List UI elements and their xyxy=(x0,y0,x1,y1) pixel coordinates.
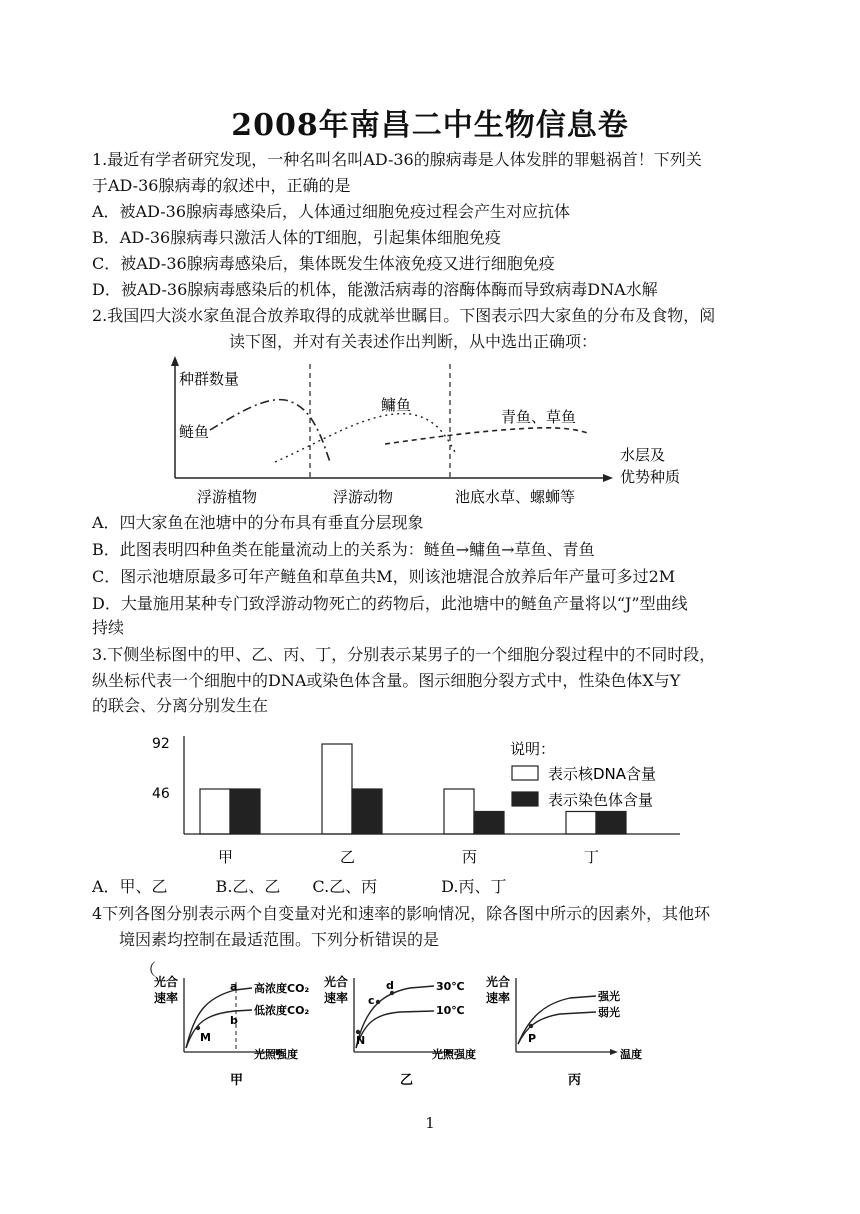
graph-bing-label-weak: 弱光 xyxy=(598,1006,620,1019)
category-label-4: 丁 xyxy=(584,848,600,866)
page-number: 1 xyxy=(425,1114,435,1132)
graph-jia-curve-high xyxy=(186,988,252,1048)
graph-bing-x-arrow xyxy=(610,1049,618,1055)
x-axis-label-1: 水层及 xyxy=(620,446,666,464)
page-title: 2008年南昌二中生物信息卷 xyxy=(231,108,629,143)
graph-jia-label-a: a xyxy=(230,980,238,993)
q3-stem-line2: 纵坐标代表一个细胞中的DNA或染色体含量。图示细胞分裂方式中，性染色体X与Y xyxy=(92,671,681,690)
bar-chromosome-1 xyxy=(230,789,260,834)
silver-carp-curve xyxy=(210,400,330,462)
q3-stem-line1: 3.下侧坐标图中的甲、乙、丙、丁，分别表示某男子的一个细胞分裂过程中的不同时段， xyxy=(92,645,716,664)
graph-bing-label-strong: 强光 xyxy=(598,990,620,1003)
graph-jia-label-b: b xyxy=(230,1014,238,1027)
graph-yi-name: 乙 xyxy=(400,1073,414,1088)
graph-jia-label-high: 高浓度CO₂ xyxy=(254,982,310,995)
fish-distribution-figure xyxy=(155,352,705,512)
bar-chart-svg xyxy=(140,724,720,872)
bighead-carp-curve xyxy=(275,414,455,462)
graph-yi-label-c: c xyxy=(368,994,375,1007)
legend-label-chromosome: 表示染色体含量 xyxy=(548,791,654,809)
q4-stem-line2: 境因素均控制在最适范围。下列分析错误的是 xyxy=(119,930,440,949)
bar-chromosome-3 xyxy=(474,812,504,835)
bar-dna-4 xyxy=(566,812,596,835)
q4-stem-line1: 4下列各图分别表示两个自变量对光和速率的影响情况，除各图中所示的因素外，其他环 xyxy=(92,904,711,923)
graph-jia-point-m xyxy=(196,1026,200,1030)
q3-stem-line3: 的联会、分离分别发生在 xyxy=(92,696,269,715)
graph-yi-label-10: 10℃ xyxy=(436,1004,465,1017)
q2-stem-line1: 2.我国四大淡水家鱼混合放养取得的成就举世瞩目。下图表示四大家鱼的分布及食物，阅 xyxy=(92,306,716,325)
graph-jia-xlabel: 光照强度 xyxy=(254,1048,298,1061)
photosynthesis-graphs xyxy=(150,968,670,1088)
q2-option-c: C．图示池塘原最多可年产鲢鱼和草鱼共M，则该池塘混合放养后年产量可多过2M xyxy=(92,567,676,586)
graph-bing-name: 丙 xyxy=(568,1073,582,1088)
zone-label-1: 浮游植物 xyxy=(197,488,258,506)
y-axis-label: 种群数量 xyxy=(179,370,240,388)
q2-option-b: B．此图表明四种鱼类在能量流动上的关系为：鲢鱼→鳙鱼→草鱼、青鱼 xyxy=(92,540,595,559)
legend-title: 说明： xyxy=(510,740,556,758)
q1-option-c: C．被AD-36腺病毒感染后，集体既发生体液免疫又进行细胞免疫 xyxy=(92,254,555,273)
category-label-1: 甲 xyxy=(218,848,234,866)
graph-jia-label-low: 低浓度CO₂ xyxy=(254,1004,310,1017)
photosynthesis-svg xyxy=(150,968,670,1088)
zone-label-3: 池底水草、螺蛳等 xyxy=(455,488,576,506)
q1-option-a: A．被AD-36腺病毒感染后，人体通过细胞免疫过程会产生对应抗体 xyxy=(92,202,571,221)
graph-bing-ylabel-2: 速率 xyxy=(486,991,511,1005)
q4-answer-paren: （ xyxy=(140,960,157,979)
y-axis-arrow xyxy=(171,356,179,366)
graph-yi-ylabel-2: 速率 xyxy=(324,991,349,1005)
q2-stem-line2: 读下图，并对有关表述作出判断，从中选出正确项： xyxy=(229,332,598,351)
graph-bing-ylabel-1: 光合 xyxy=(486,975,511,989)
category-label-2: 乙 xyxy=(340,848,356,866)
silver-carp-label: 鲢鱼 xyxy=(179,423,210,441)
graph-yi xyxy=(324,974,476,1088)
fish-distribution-svg xyxy=(155,352,705,512)
bar-dna-1 xyxy=(200,789,230,834)
graph-bing-label-p: P xyxy=(528,1032,537,1045)
graph-bing xyxy=(486,974,642,1088)
graph-yi-xlabel: 光照强度 xyxy=(432,1048,476,1061)
bar-chromosome-4 xyxy=(596,812,626,835)
category-labels xyxy=(218,848,599,866)
q2-option-d-line1: D．大量施用某种专门致浮游动物死亡的药物后，此池塘中的鲢鱼产量将以“J”型曲线 xyxy=(92,594,688,613)
dna-chromosome-chart xyxy=(140,724,720,872)
graph-yi-label-n: N xyxy=(356,1034,366,1047)
graph-jia-ylabel-2: 速率 xyxy=(154,991,179,1005)
graph-yi-point-c xyxy=(376,1000,380,1004)
legend-label-dna: 表示核DNA含量 xyxy=(548,765,657,783)
bar-dna-3 xyxy=(444,789,474,834)
bar-chromosome-2 xyxy=(352,789,382,834)
q2-option-d-line2: 持续 xyxy=(92,618,125,637)
graph-yi-label-30: 30℃ xyxy=(436,980,465,993)
graph-jia-label-m: M xyxy=(200,1031,211,1044)
category-label-3: 丙 xyxy=(462,848,478,866)
zone-label-2: 浮游动物 xyxy=(333,488,394,506)
graph-yi-ylabel-1: 光合 xyxy=(324,975,349,989)
q1-option-b: B．AD-36腺病毒只激活人体的T细胞，引起集体细胞免疫 xyxy=(92,228,501,247)
q1-option-d: D．被AD-36腺病毒感染后的机体，能激活病毒的溶酶体酶而导致病毒DNA水解 xyxy=(92,280,658,299)
bighead-carp-label: 鳙鱼 xyxy=(381,396,412,414)
q1-stem-line1: 1.最近有学者研究发现，一种名叫名叫AD-36的腺病毒是人体发胖的罪魁祸首！下列关 xyxy=(92,150,702,169)
q1-stem-line2: 于AD-36腺病毒的叙述中，正确的是 xyxy=(92,176,351,195)
q2-option-a: A．四大家鱼在池塘中的分布具有垂直分层现象 xyxy=(92,513,424,532)
grass-carp-curve xyxy=(385,428,590,444)
graph-bing-xlabel: 温度 xyxy=(620,1048,642,1061)
x-axis-label-2: 优势种质 xyxy=(620,468,681,486)
graph-jia-curve-low xyxy=(186,1010,252,1048)
legend-swatch-chromosome xyxy=(512,792,538,806)
graph-jia-name: 甲 xyxy=(230,1073,244,1088)
q3-options: A．甲、乙 B.乙、乙 C.乙、丙 D.丙、丁 xyxy=(92,877,507,896)
graph-jia-ylabel-1: 光合 xyxy=(154,975,179,989)
x-axis-arrow xyxy=(603,474,613,482)
bar-group xyxy=(200,744,626,834)
graph-yi-label-d: d xyxy=(386,979,394,992)
y-tick-46: 46 xyxy=(152,786,170,802)
y-tick-92: 92 xyxy=(152,736,170,752)
grass-carp-label: 青鱼、草鱼 xyxy=(501,408,577,426)
legend-swatch-dna xyxy=(512,766,538,780)
graph-bing-point-p xyxy=(529,1024,533,1028)
graph-jia xyxy=(154,974,309,1088)
bar-dna-2 xyxy=(322,744,352,834)
